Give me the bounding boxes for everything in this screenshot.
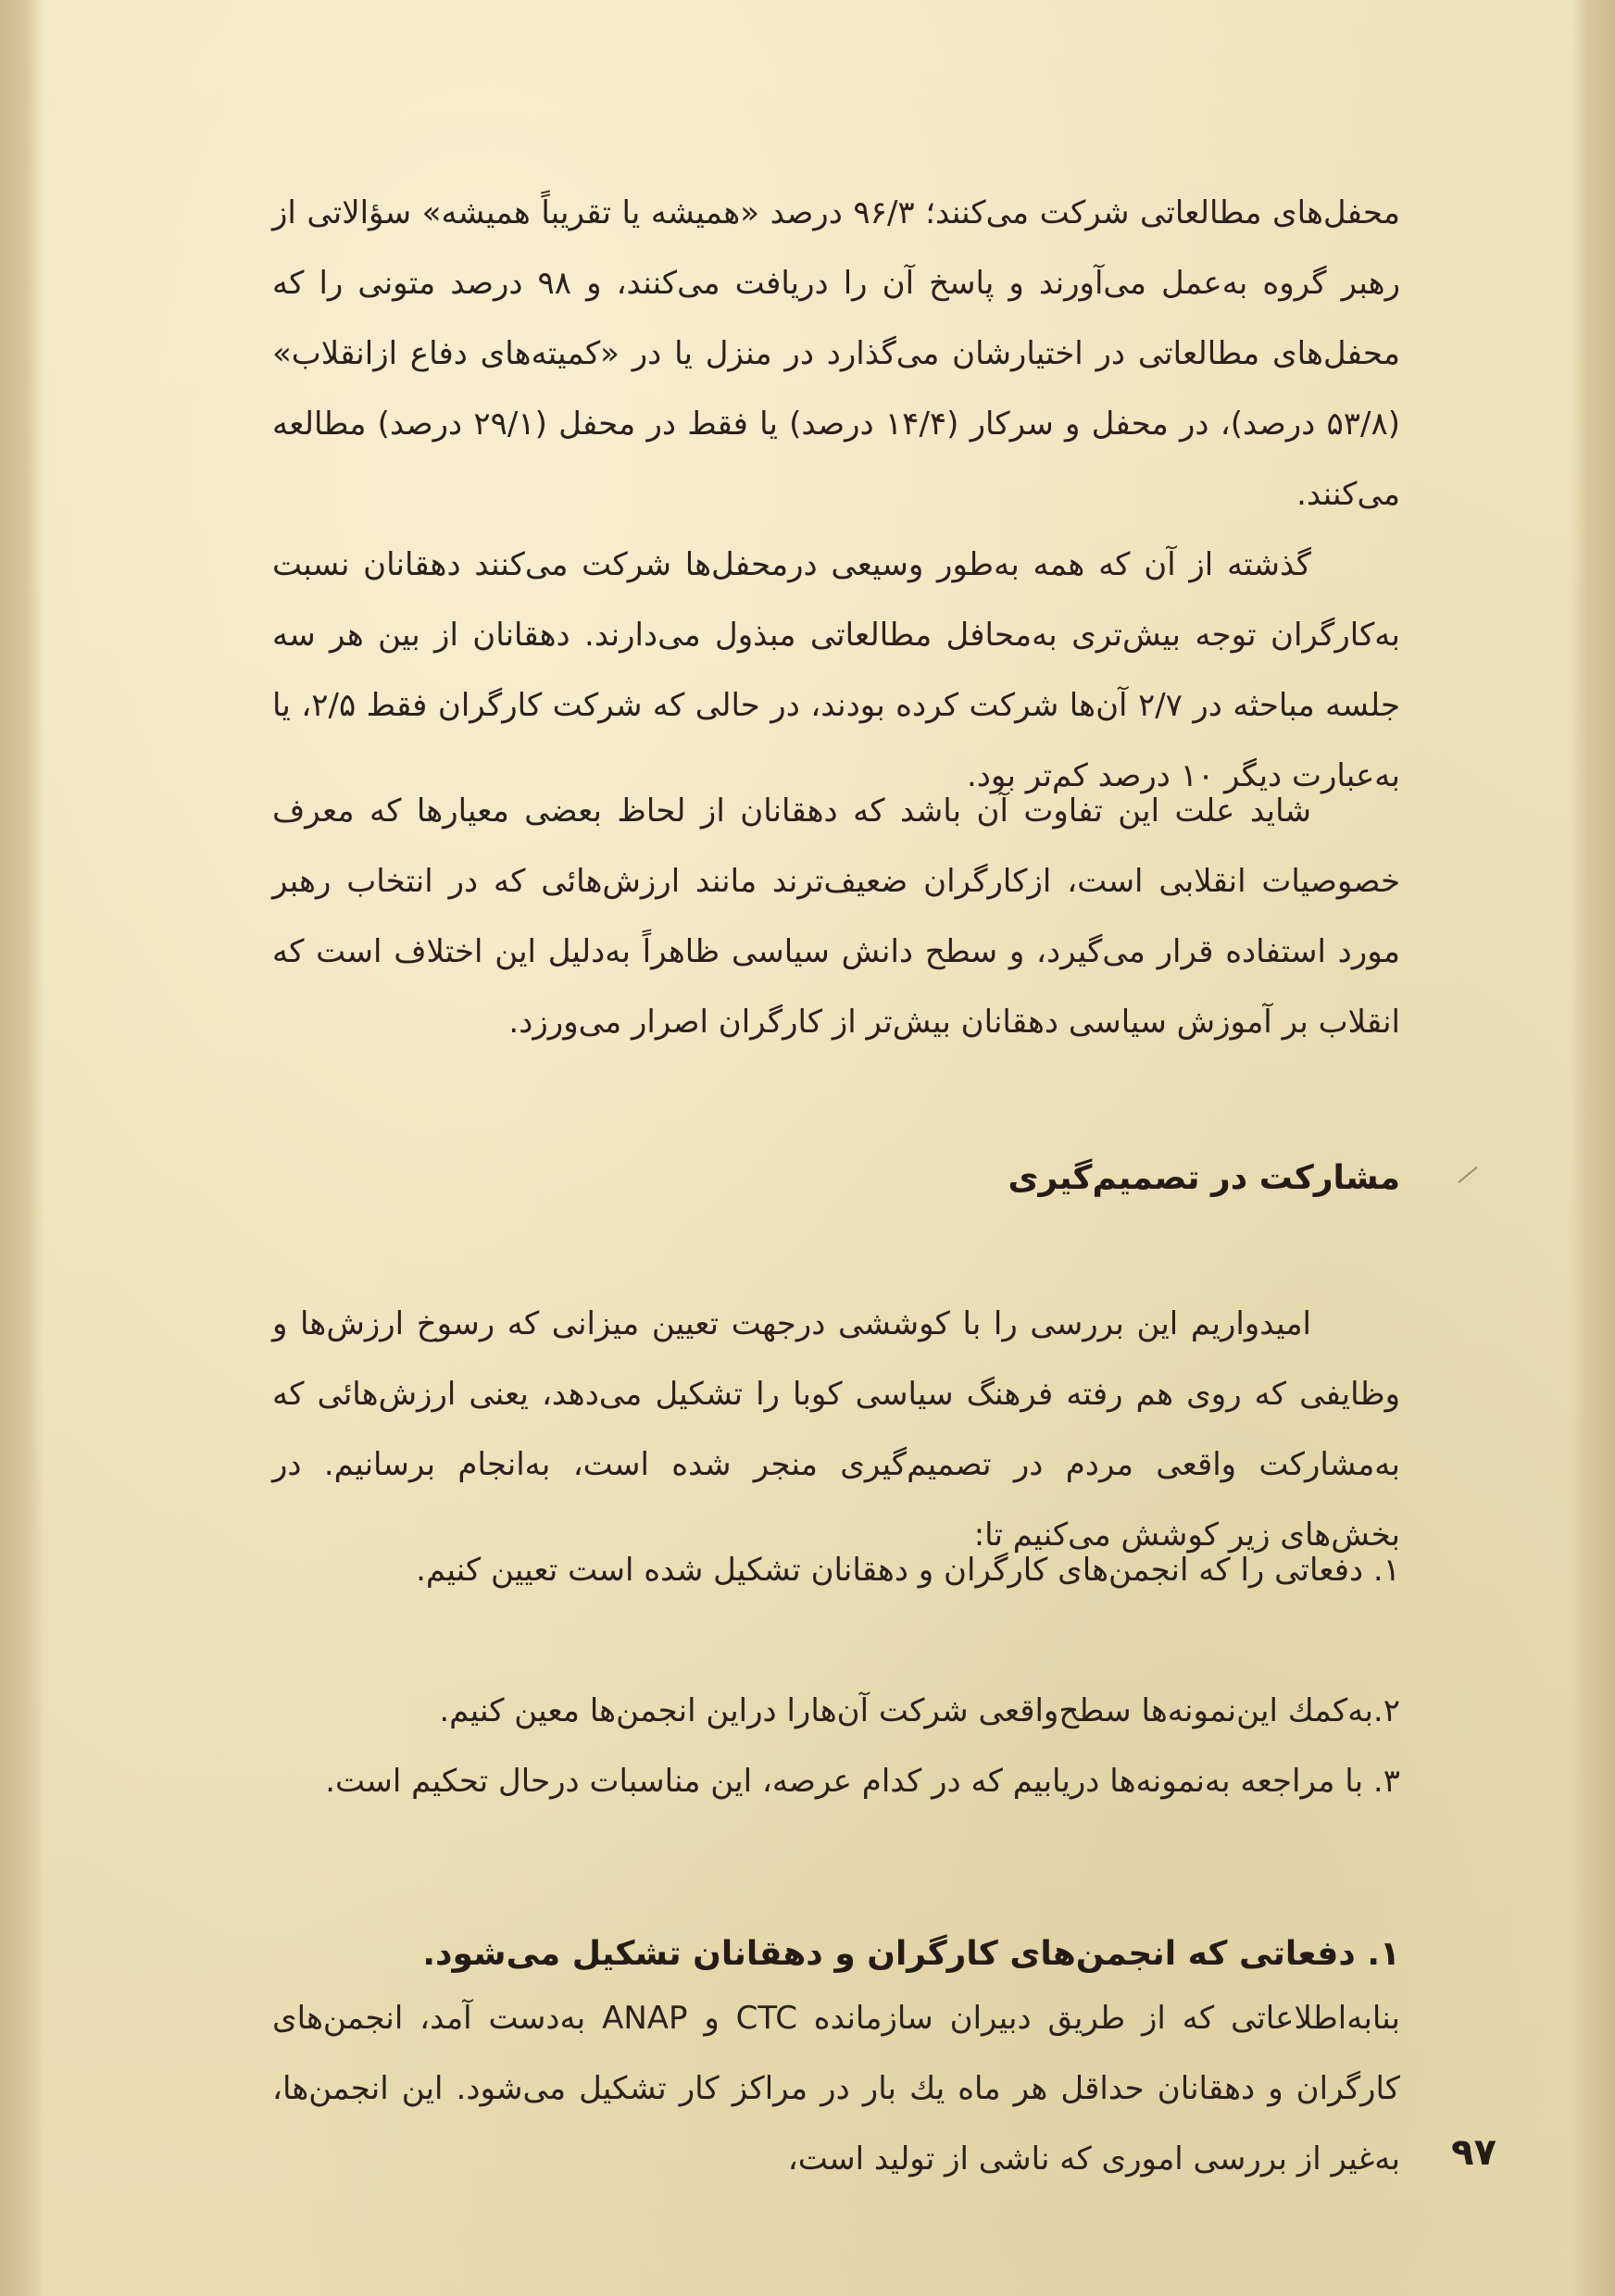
paragraph-introduction: امیدواریم این بررسی را با کوششی درجهت تعیین میزانی که رسوخ ارزش‌ها و وظایفی که روی هم رفته فرهنگ سیاسی کوبا را تشکیل می‌دهد، یعنی ارزش‌هائی که به‌مشارکت واقعی مردم در تصمیم‌گیری منجر شده است، به‌انجام برسانیم. در بخش‌های زیر کوشش می‌کنیم تا: xyxy=(272,1305,1400,1554)
list-item-1: ۱. دفعاتی را که انجمن‌های کارگران و دهقانان تشکیل شده است تعیین کنیم. xyxy=(416,1552,1400,1589)
page-edge-right xyxy=(1571,0,1615,2296)
paragraph-peasants-vs-workers: گذشته از آن که همه به‌طور وسیعی درمحفل‌ها شرکت می‌کنند دهقانان نسبت به‌کارگران توجه بیش‌تری به‌محافل مطالعاتی مبذول می‌دارند. دهقانان از بین هر سه جلسه مباحثه در ۲/۷ آن‌ها شرکت کرده بودند، در حالی که شرکت کارگران فقط ۲/۵، یا به‌عبارت دیگر ۱۰ درصد کم‌تر بود. xyxy=(272,546,1401,794)
list-item-3: ۳. با مراجعه به‌نمونه‌ها دریابیم که در کدام عرصه، این مناسبات درحال تحکیم است. xyxy=(325,1763,1400,1800)
list-item-2: ۲.به‌کمك این‌نمونه‌ها سطح‌واقعی شرکت آن‌هارا دراین انجمن‌ها معین کنیم. xyxy=(439,1692,1400,1729)
paragraph-meeting-frequency: بنابه‌اطلاعاتی که از طریق دبیران سازمانده CTC و ANAP به‌دست آمد، انجمن‌های کارگران و دهقانان حداقل هر ماه یك بار در مراکز کار تشکیل می‌شود. این انجمن‌ها، به‌غیر از بررسی اموری که ناشی از تولید است، xyxy=(272,2000,1401,2177)
page-number: ۹۷ xyxy=(1451,2131,1496,2174)
pencil-mark xyxy=(1458,1167,1477,1183)
paragraph-study-circles-continued: محفل‌های مطالعاتی شرکت می‌کنند؛ ۹۶/۳ درصد «همیشه یا تقریباً همیشه» سؤالاتی از رهبر گروه به‌عمل می‌آورند و پاسخ آن را دریافت می‌کنند، و ۹۸ درصد متونی را که محفل‌های مطالعاتی در اختیارشان می‌گذارد در منزل یا در «کمیته‌های دفاع ازانقلاب» (۵۳/۸ درصد)، در محفل و سرکار (۱۴/۴ درصد) یا فقط در محفل (۲۹/۱ درصد) مطالعه می‌کنند. xyxy=(272,194,1401,513)
subsection-title: ۱. دفعاتی که انجمن‌های کارگران و دهقانان تشکیل می‌شود. xyxy=(422,1935,1400,1973)
paragraph-reason-for-difference: شاید علت این تفاوت آن باشد که دهقانان از لحاظ بعضی معیارها که معرف خصوصیات انقلابی است، ازکارگران ضعیف‌ترند مانند ارزش‌هائی که در انتخاب رهبر مورد استفاده قرار می‌گیرد، و سطح دانش سیاسی ظاهراً به‌دلیل این اختلاف است که انقلاب بر آموزش سیاسی دهقانان بیش‌تر از کارگران اصرار می‌ورزد. xyxy=(272,792,1400,1041)
section-title: مشارکت در تصمیم‌گیری xyxy=(1008,1159,1400,1197)
page-edge-left xyxy=(0,0,44,2296)
